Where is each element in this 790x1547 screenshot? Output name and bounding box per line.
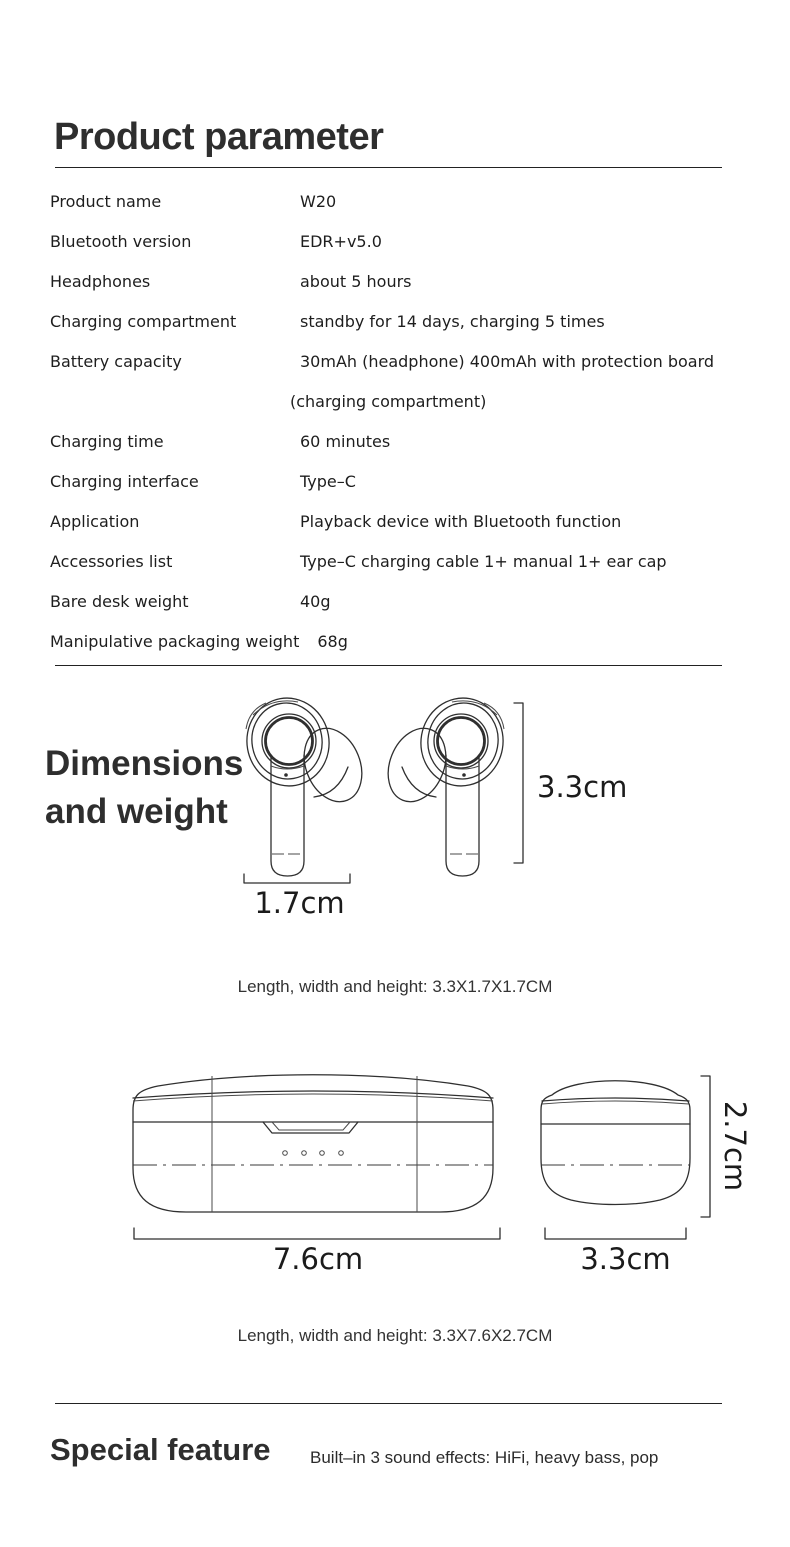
spec-label: Accessories list [50, 552, 173, 571]
spec-label: Bare desk weight [50, 592, 189, 611]
spec-value [300, 262, 750, 302]
spec-row [50, 422, 750, 462]
special-feature-text: Built–in 3 sound effects: HiFi, heavy bass, pop [310, 1448, 659, 1467]
spec-value-line: 40g [300, 592, 331, 611]
earbud-width-label: 1.7cm [254, 886, 345, 920]
divider-under-title [55, 167, 722, 168]
case-width-label: 7.6cm [272, 1242, 364, 1276]
dimensions-heading-line2: and weight [45, 792, 228, 831]
spec-row [50, 262, 750, 302]
spec-row [50, 582, 750, 622]
spec-value [300, 302, 750, 342]
spec-value [300, 422, 750, 462]
spec-label: Bluetooth version [50, 232, 192, 251]
spec-value [300, 462, 750, 502]
spec-value-line: 30mAh (headphone) 400mAh with protection board [300, 352, 715, 371]
spec-label: Headphones [50, 272, 151, 291]
spec-value [300, 182, 750, 222]
spec-label: Battery capacity [50, 352, 182, 371]
spec-value-line: Type–C charging cable 1+ manual 1+ ear cap [300, 552, 667, 571]
spec-row [50, 462, 750, 502]
divider-above-special [55, 1403, 722, 1404]
case-dimensions-caption: Length, width and height: 3.3X7.6X2.7CM [237, 1326, 553, 1345]
spec-value [300, 222, 750, 262]
spec-label: Charging time [50, 432, 164, 451]
charging-case-diagram [120, 1060, 740, 1255]
spec-value-line: 60 minutes [300, 432, 391, 451]
spec-value-line: Type–C [300, 472, 356, 491]
earbud-left-diagram [240, 692, 372, 876]
case-side-diagram [541, 1081, 690, 1205]
spec-row [50, 502, 750, 542]
spec-row [50, 182, 750, 222]
earbud-right-diagram [378, 692, 510, 876]
divider-under-table [55, 665, 722, 666]
earbud-dimensions-caption: Length, width and height: 3.3X1.7X1.7CM [237, 977, 553, 996]
page-title: Product parameter [54, 116, 384, 158]
measure-bracket-earbud-height [514, 703, 523, 863]
spec-table [50, 182, 750, 662]
spec-value-line: standby for 14 days, charging 5 times [300, 312, 605, 331]
spec-label: Application [50, 512, 140, 531]
case-front-diagram [133, 1075, 493, 1212]
measure-bracket-case-width [134, 1228, 500, 1239]
spec-value [290, 342, 750, 422]
measure-bracket-earbud-width [244, 874, 350, 883]
spec-label: Charging interface [50, 472, 199, 491]
spec-value-line: W20 [300, 192, 337, 211]
spec-value-line: 68g [317, 632, 348, 651]
spec-value [300, 502, 750, 542]
spec-row [50, 342, 750, 422]
case-height-label: 2.7cm [718, 1100, 752, 1192]
spec-value [300, 582, 750, 622]
measure-bracket-case-height [701, 1076, 710, 1217]
spec-value-line: Playback device with Bluetooth function [300, 512, 622, 531]
spec-value-line2: (charging compartment) [290, 392, 487, 411]
earbud-height-label: 3.3cm [537, 770, 628, 804]
spec-row [50, 622, 750, 662]
dimensions-heading-line1: Dimensions [45, 744, 244, 783]
spec-value [300, 542, 750, 582]
dimensions-heading [45, 740, 243, 836]
spec-value [317, 622, 750, 662]
spec-row [50, 302, 750, 342]
spec-label: Manipulative packaging weight [50, 632, 300, 651]
special-feature-heading: Special feature [50, 1432, 271, 1467]
case-depth-label: 3.3cm [580, 1242, 671, 1276]
spec-row [50, 222, 750, 262]
measure-bracket-case-depth [545, 1228, 686, 1239]
spec-row [50, 542, 750, 582]
spec-value-line: EDR+v5.0 [300, 232, 382, 251]
spec-label: Product name [50, 192, 162, 211]
spec-label: Charging compartment [50, 312, 237, 331]
spec-value-line: about 5 hours [300, 272, 412, 291]
